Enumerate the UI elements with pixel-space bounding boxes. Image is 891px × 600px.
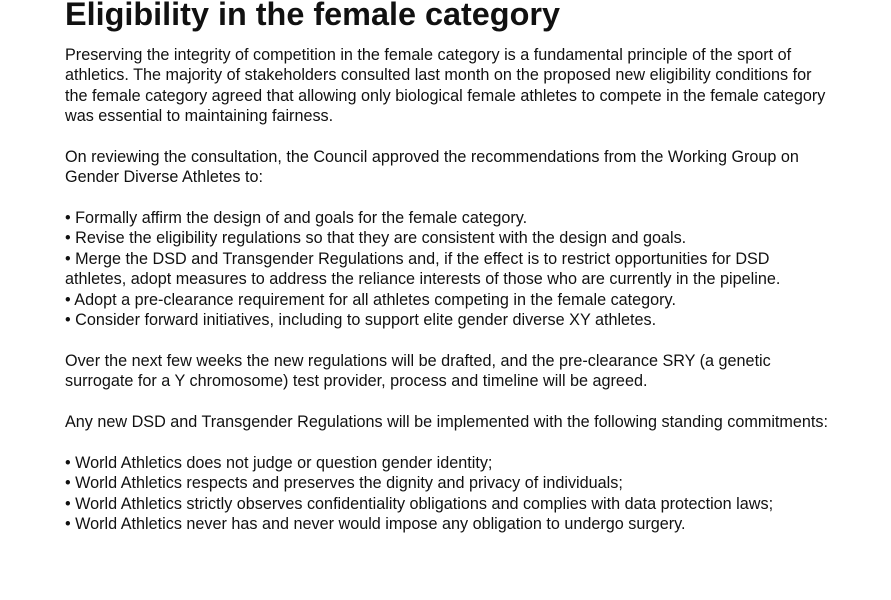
- list-item-text: Merge the DSD and Transgender Regulations and, if the effect is to restrict opportunities for DSD athletes, adopt measures to address the reliance interests of those who are currently in the pipeline.: [65, 249, 781, 289]
- spacer: [65, 188, 831, 208]
- list-item-text: Revise the eligibility regulations so that they are consistent with the design and goals.: [75, 229, 687, 248]
- bullet-icon: •: [65, 229, 71, 248]
- list-item: [65, 473, 831, 493]
- list-item: [65, 249, 831, 290]
- bullet-icon: •: [65, 453, 71, 472]
- intro-paragraph: Preserving the integrity of competition in the female category is a fundamental principle of the sport of athletics. The majority of stakeholders consulted last month on the proposed new eligibility conditions for the female category agreed that allowing only biological female athletes to compete in the female category was essential to maintaining fairness.: [65, 45, 826, 125]
- bullet-icon: •: [65, 249, 71, 268]
- bullet-icon: •: [65, 209, 71, 227]
- bullet-icon: •: [65, 311, 71, 330]
- bullet-icon: •: [65, 494, 71, 513]
- spacer: [65, 330, 831, 350]
- bullet-icon: •: [65, 474, 71, 493]
- spacer: [65, 392, 831, 412]
- spacer: [65, 432, 831, 452]
- council-intro-paragraph: On reviewing the consultation, the Council approved the recommendations from the Working Group on Gender Diverse Athletes to:: [65, 147, 799, 187]
- list-item-text: Consider forward initiatives, including to support elite gender diverse XY athletes.: [75, 311, 657, 330]
- list-item: [65, 228, 831, 248]
- list-item: [65, 453, 831, 473]
- list-item-text: Adopt a pre-clearance requirement for all athletes competing in the female category.: [74, 290, 676, 309]
- commitments-list: [65, 453, 831, 535]
- bullet-icon: •: [65, 515, 71, 534]
- list-item-text: World Athletics respects and preserves the dignity and privacy of individuals;: [75, 474, 623, 493]
- recommendations-list: [65, 208, 831, 330]
- list-item: [65, 494, 831, 514]
- commitments-intro-paragraph: Any new DSD and Transgender Regulations will be implemented with the following standing commitments:: [65, 413, 828, 432]
- next-steps-paragraph: Over the next few weeks the new regulations will be drafted, and the pre-clearance SRY (a genetic surrogate for a Y chromosome) test provider, process and timeline will be agreed.: [65, 351, 771, 391]
- list-item: [65, 290, 831, 310]
- list-item-text: World Athletics never has and never would impose any obligation to undergo surgery.: [75, 515, 686, 534]
- list-item-text: World Athletics strictly observes confidentiality obligations and complies with data protection laws;: [75, 494, 774, 513]
- list-item: [65, 208, 831, 228]
- spacer: [65, 126, 831, 146]
- list-item-text: World Athletics does not judge or question gender identity;: [75, 453, 493, 472]
- bullet-icon: •: [65, 290, 71, 309]
- list-item: [65, 514, 831, 534]
- list-item-text: Formally affirm the design of and goals for the female category.: [75, 209, 528, 227]
- list-item: [65, 310, 831, 330]
- document-title: Eligibility in the female category: [65, 0, 560, 32]
